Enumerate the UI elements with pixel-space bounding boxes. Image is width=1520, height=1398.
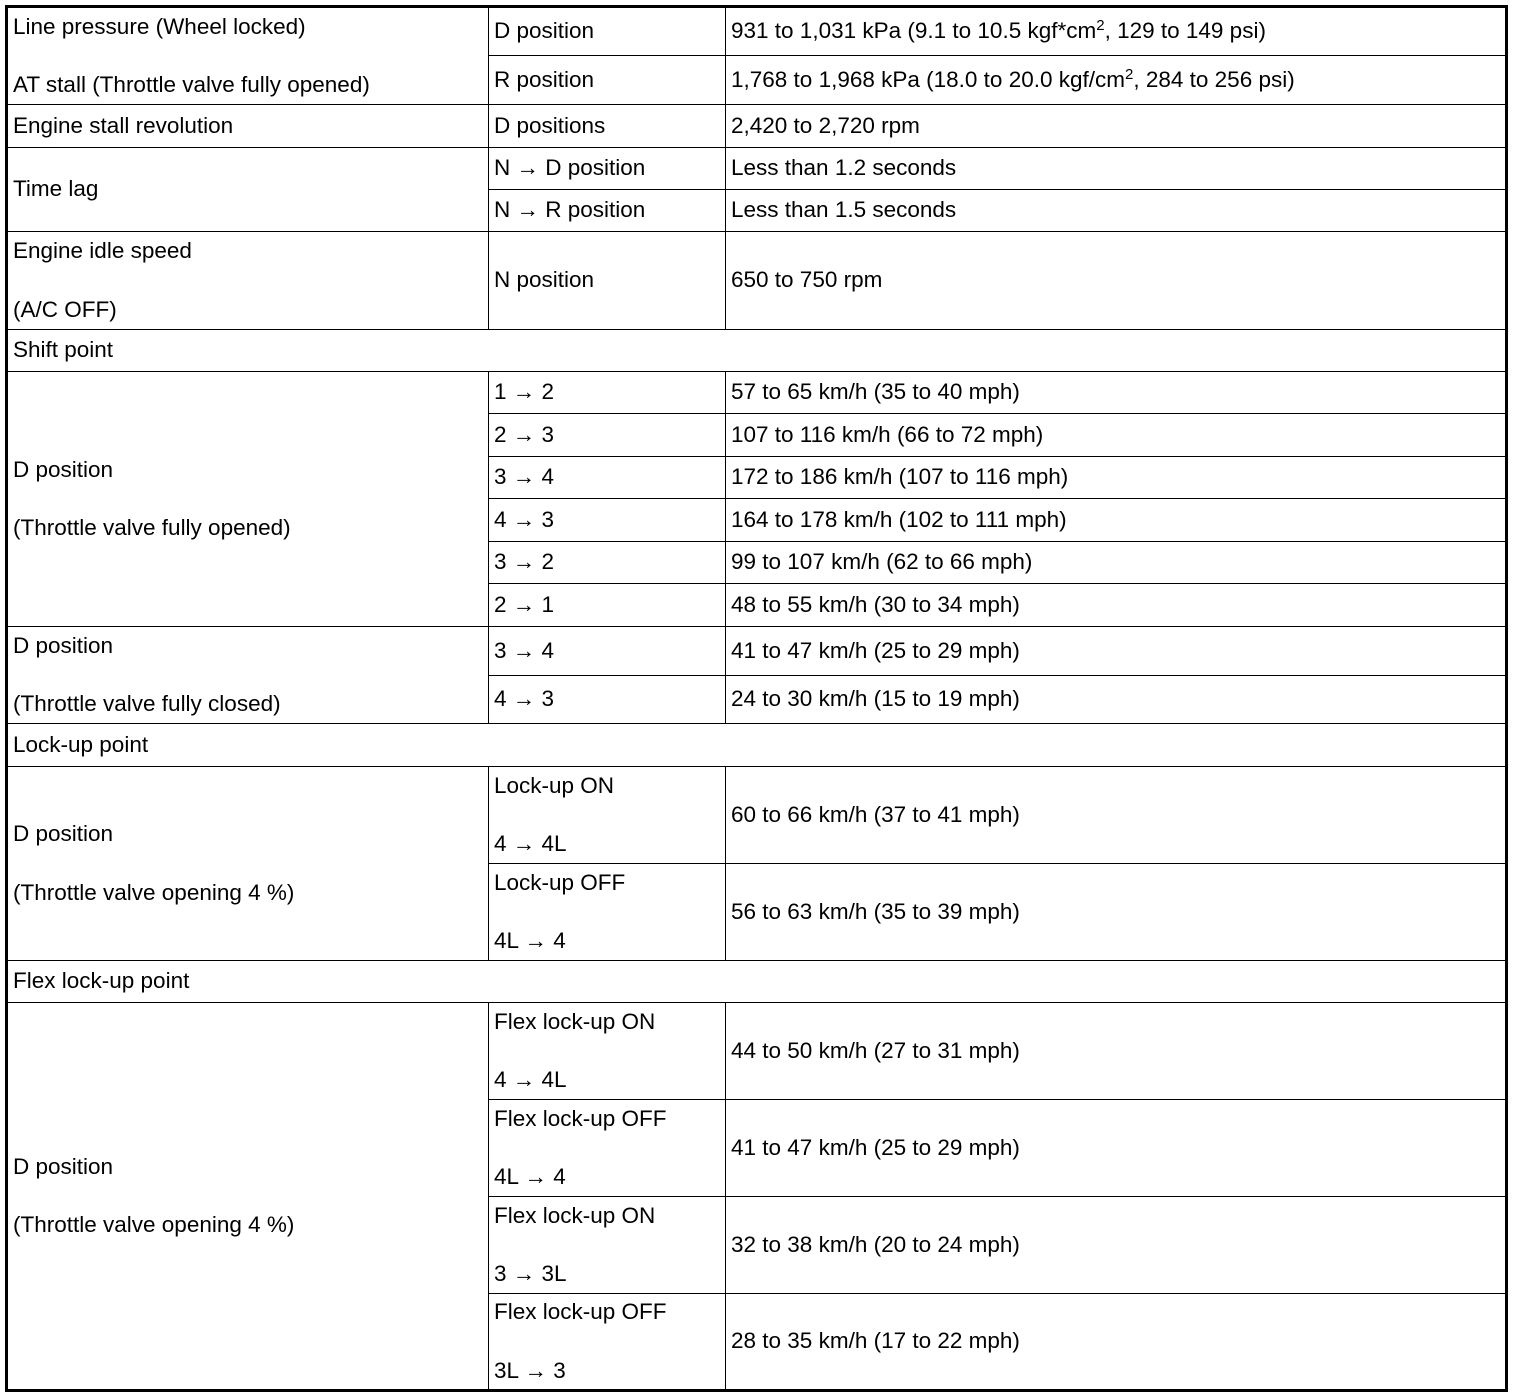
value-cell: 931 to 1,031 kPa (9.1 to 10.5 $kgf*cm^2$, 129 to 149 psi): [726, 7, 1507, 56]
value-cell: 28 to 35 km/h (17 to 22 mph): [726, 1294, 1507, 1391]
position-cell: D position: [489, 7, 726, 56]
value-cell: 44 to 50 km/h (27 to 31 mph): [726, 1003, 1507, 1100]
table-row: [7, 105, 1507, 148]
shift-cell: 3 → 4: [489, 627, 726, 676]
group-label: D position (Throttle valve fully opened): [7, 372, 489, 627]
spec-table: [5, 5, 1508, 1392]
value-cell: Less than 1.5 seconds: [726, 190, 1507, 232]
position-cell: N → R position: [489, 190, 726, 232]
shift-cell: Lock-up OFF 4L → 4: [489, 864, 726, 961]
time-lag-label: Time lag: [7, 148, 489, 232]
table-row: [7, 232, 1507, 330]
shift-cell: Flex lock-up ON 3 → 3L: [489, 1197, 726, 1294]
value-cell: 107 to 116 km/h (66 to 72 mph): [726, 414, 1507, 457]
shift-cell: 3 → 4: [489, 457, 726, 499]
table-row: [7, 627, 1507, 676]
value-cell: 99 to 107 km/h (62 to 66 mph): [726, 542, 1507, 584]
group-label: D position (Throttle valve opening 4 %): [7, 1003, 489, 1391]
shift-cell: Flex lock-up OFF 4L → 4: [489, 1100, 726, 1197]
table-row: [7, 148, 1507, 190]
shift-cell: 1 → 2: [489, 372, 726, 414]
shift-cell: 4 → 3: [489, 676, 726, 724]
table-row: [7, 372, 1507, 414]
line-pressure-label: Line pressure (Wheel locked) AT stall (Throttle valve fully opened): [7, 7, 489, 105]
shift-cell: Lock-up ON 4 → 4L: [489, 767, 726, 864]
shift-cell: Flex lock-up ON 4 → 4L: [489, 1003, 726, 1100]
section-title: Lock-up point: [7, 724, 1507, 767]
value-cell: 41 to 47 km/h (25 to 29 mph): [726, 627, 1507, 676]
value-cell: 56 to 63 km/h (35 to 39 mph): [726, 864, 1507, 961]
position-cell: D positions: [489, 105, 726, 148]
section-header-row: [7, 330, 1507, 372]
value-cell: 24 to 30 km/h (15 to 19 mph): [726, 676, 1507, 724]
group-label: D position (Throttle valve opening 4 %): [7, 767, 489, 961]
value-cell: 48 to 55 km/h (30 to 34 mph): [726, 584, 1507, 627]
section-header-row: [7, 961, 1507, 1003]
value-cell: 32 to 38 km/h (20 to 24 mph): [726, 1197, 1507, 1294]
section-header-row: [7, 724, 1507, 767]
value-cell: 1,768 to 1,968 kPa (18.0 to 20.0 kgf/$cm^2$, 284 to 256 psi): [726, 56, 1507, 105]
idle-label: Engine idle speed (A/C OFF): [7, 232, 489, 330]
section-title: Flex lock-up point: [7, 961, 1507, 1003]
table-row: [7, 767, 1507, 864]
shift-cell: 3 → 2: [489, 542, 726, 584]
shift-cell: 2 → 3: [489, 414, 726, 457]
engine-stall-label: Engine stall revolution: [7, 105, 489, 148]
position-cell: R position: [489, 56, 726, 105]
value-cell: 650 to 750 rpm: [726, 232, 1507, 330]
value-cell: 57 to 65 km/h (35 to 40 mph): [726, 372, 1507, 414]
shift-cell: 2 → 1: [489, 584, 726, 627]
shift-cell: 4 → 3: [489, 499, 726, 542]
value-cell: 2,420 to 2,720 rpm: [726, 105, 1507, 148]
table-row: [7, 7, 1507, 56]
position-cell: N → D position: [489, 148, 726, 190]
position-cell: N position: [489, 232, 726, 330]
value-cell: 41 to 47 km/h (25 to 29 mph): [726, 1100, 1507, 1197]
table-row: [7, 1003, 1507, 1100]
group-label: D position (Throttle valve fully closed): [7, 627, 489, 724]
value-cell: Less than 1.2 seconds: [726, 148, 1507, 190]
value-cell: 60 to 66 km/h (37 to 41 mph): [726, 767, 1507, 864]
value-cell: 164 to 178 km/h (102 to 111 mph): [726, 499, 1507, 542]
section-title: Shift point: [7, 330, 1507, 372]
shift-cell: Flex lock-up OFF 3L → 3: [489, 1294, 726, 1391]
value-cell: 172 to 186 km/h (107 to 116 mph): [726, 457, 1507, 499]
